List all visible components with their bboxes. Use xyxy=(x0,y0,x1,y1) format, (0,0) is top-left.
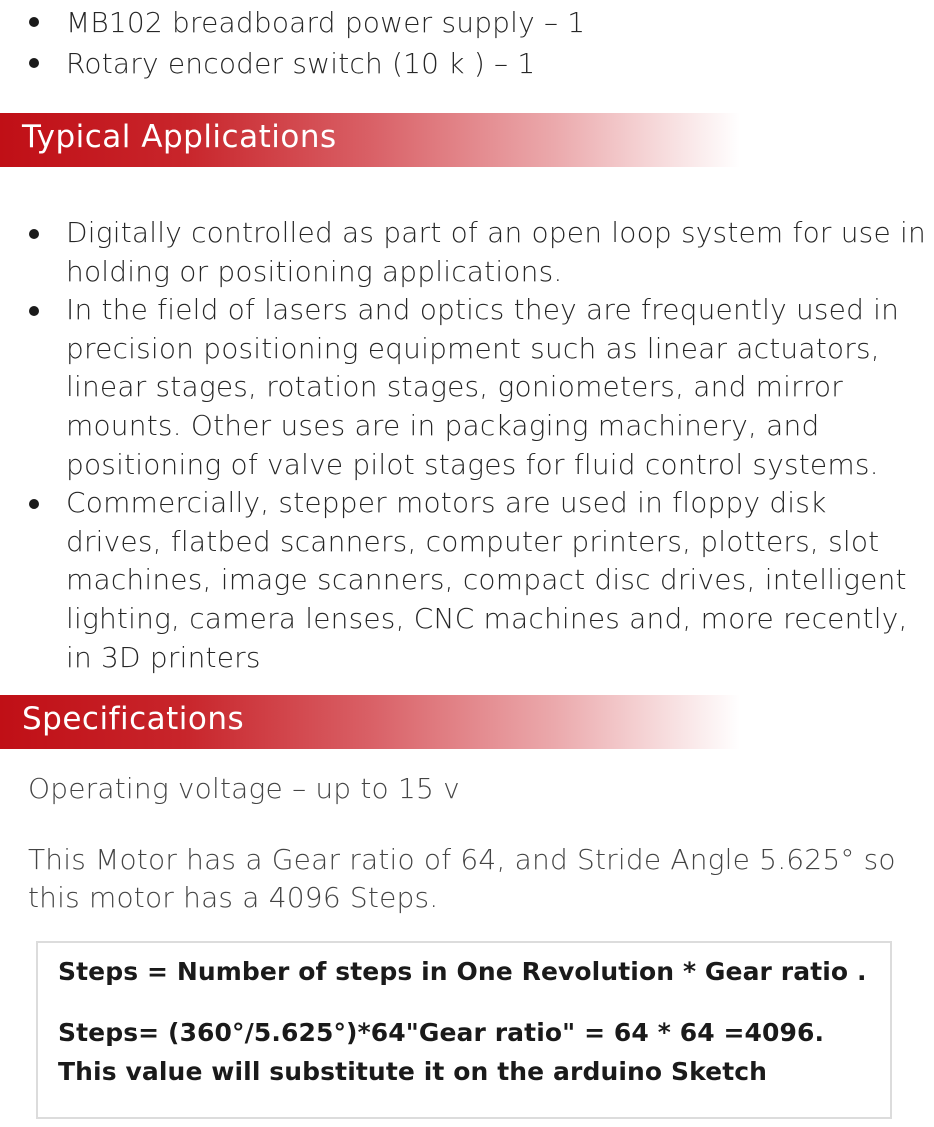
list-item xyxy=(0,291,934,484)
operating-voltage: Operating voltage – up to 15 v xyxy=(28,772,460,805)
list-item xyxy=(0,484,934,677)
bullet-icon xyxy=(29,499,39,509)
list-item xyxy=(0,43,934,84)
bullet-icon xyxy=(29,229,39,239)
gear-ratio-description: This Motor has a Gear ratio of 64, and Stride Angle 5.625° so this motor has a 4096 Steps. xyxy=(28,843,896,914)
list-item xyxy=(0,2,934,43)
applications-header xyxy=(0,113,740,167)
part-text: Rotary encoder switch (10 k ) – 1 xyxy=(66,47,536,80)
list-item xyxy=(0,214,934,291)
specifications-header xyxy=(0,695,740,749)
steps-calculation: Steps= (360°/5.625°)*64"Gear ratio" = 64 * 64 =4096. This value will substitute it on the arduino Sketch xyxy=(58,1018,825,1086)
applications-list xyxy=(0,214,934,677)
parts-list xyxy=(0,2,934,84)
bullet-icon xyxy=(29,306,39,316)
part-text: MB102 breadboard power supply – 1 xyxy=(66,6,586,39)
section-title: Typical Applications xyxy=(22,119,337,155)
application-text: In the field of lasers and optics they are frequently used in precision positioning equipment such as linear actuators, linear stages, rotation stages, goniometers, and mirror mounts. Other uses are in packaging machinery, and positioning of valve pilot stages for fluid control systems. xyxy=(66,293,900,481)
bullet-icon xyxy=(29,17,39,27)
steps-formula: Steps = Number of steps in One Revolution * Gear ratio . xyxy=(58,957,867,986)
bullet-icon xyxy=(29,58,39,68)
application-text: Digitally controlled as part of an open loop system for use in holding or positioning applications. xyxy=(66,216,926,288)
section-title: Specifications xyxy=(22,701,245,737)
formula-box xyxy=(36,941,892,1119)
application-text: Commercially, stepper motors are used in floppy disk drives, flatbed scanners, computer printers, plotters, slot machines, image scanners, compact disc drives, intelligent lighting, camera lenses, CNC machines and, more recently, in 3D printers xyxy=(66,486,908,674)
